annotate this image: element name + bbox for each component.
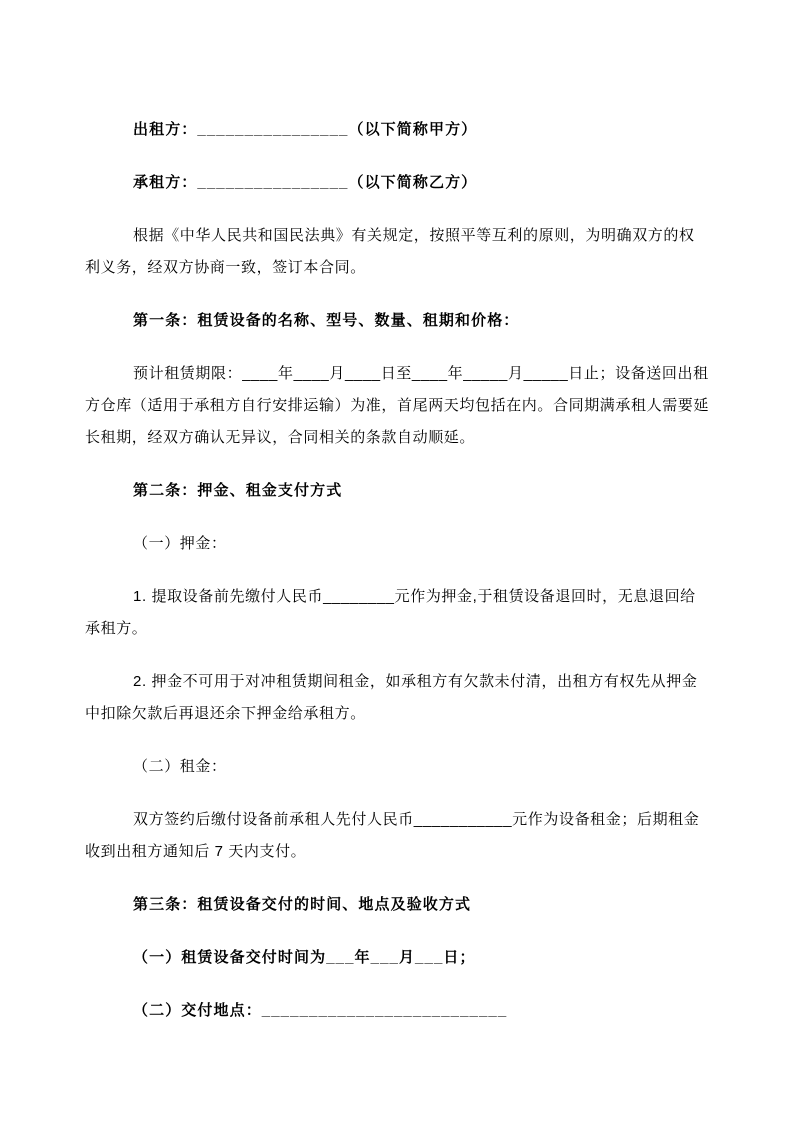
- delivery-place-line: （二）交付地点：__________________________: [133, 1002, 508, 1019]
- article-3-heading: 第三条：租赁设备交付的时间、地点及验收方式: [133, 896, 472, 913]
- rent-payment-terms: 双方签约后缴付设备前承租人先付人民币___________元作为设备租金；后期租金收到出租方通知后 7 天内支付。: [85, 811, 700, 860]
- deposit-item-2: 2. 押金不可用于对冲租赁期间租金，如承租方有欠款未付清，出租方有权先从押金中扣除欠款后再退还余下押金给承租方。: [85, 673, 698, 722]
- deposit-subheading: （一）押金：: [133, 535, 227, 552]
- article-1-lease-term: 预计租赁期限：____年____月____日至____年_____月_____日止；设备送回出租方仓库（适用于承租方自行安排运输）为准，首尾两天均包括在内。合同期满承租人需要延长租期，经双方确认无异议，合同相关的条款自动顺延。: [85, 365, 710, 446]
- deposit-item-1: 1. 提取设备前先缴付人民币________元作为押金,于租赁设备退回时，无息退回给承租方。: [85, 588, 696, 637]
- rent-subheading: （二）租金：: [133, 758, 227, 775]
- article-1-heading: 第一条：租赁设备的名称、型号、数量、租期和价格：: [133, 312, 520, 329]
- lessee-line: 承租方：________________（以下简称乙方）: [133, 174, 478, 191]
- lessor-line: 出租方：________________（以下简称甲方）: [133, 121, 478, 138]
- article-2-heading: 第二条：押金、租金支付方式: [133, 482, 343, 499]
- delivery-time-line: （一）租赁设备交付时间为___年___月___日；: [133, 949, 476, 966]
- preamble: 根据《中华人民共和国民法典》有关规定，按照平等互利的原则，为明确双方的权利义务，经双方协商一致，签订本合同。: [85, 227, 695, 276]
